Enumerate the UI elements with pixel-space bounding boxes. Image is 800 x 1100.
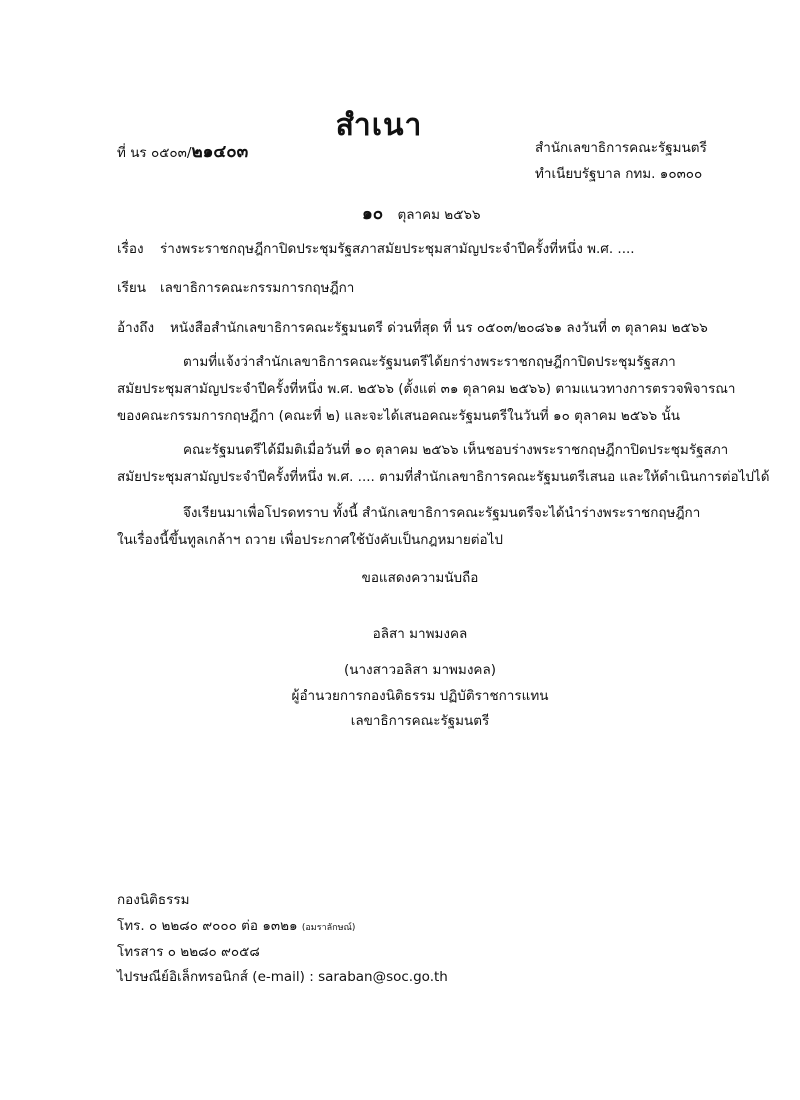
footer-email: ไปรษณีย์อิเล็กทรอนิกส์ (e-mail) : saraban@soc.go.th (117, 969, 448, 985)
paragraph-1-line-1: ตามที่แจ้งว่าสำนักเลขาธิการคณะรัฐมนตรีได้ยกร่างพระราชกฤษฎีกาปิดประชุมรัฐสภา (183, 354, 676, 370)
signature-name: อลิสา มาพมงคล (372, 626, 468, 642)
sender-address: ทำเนียบรัฐบาล กทม. ๑๐๓๐๐ (535, 166, 703, 182)
document-number-value: ๒๑๔๐๓ (191, 142, 249, 162)
document-date (362, 200, 481, 227)
document-number-label: ที่ นร ๐๕๐๓/ (117, 145, 192, 161)
date-day: ๑๐ (362, 204, 384, 224)
footer-phone-note: (อมราลักษณ์) (301, 923, 356, 933)
document-number (117, 138, 248, 165)
footer-phone-number: โทร. ๐ ๒๒๘๐ ๙๐๐๐ ต่อ ๑๓๒๑ (117, 918, 298, 934)
signer-position-2: เลขาธิการคณะรัฐมนตรี (350, 713, 490, 729)
paragraph-2-line-2: สมัยประชุมสามัญประจำปีครั้งที่หนึ่ง พ.ศ. .... ตามที่สำนักเลขาธิการคณะรัฐมนตรีเสนอ และให้ดำเนินการต่อไปได้ (117, 469, 770, 485)
recipient-label: เรียน (117, 280, 147, 296)
subject-text: ร่างพระราชกฤษฎีกาปิดประชุมรัฐสภาสมัยประชุมสามัญประจำปีครั้งที่หนึ่ง พ.ศ. .... (160, 241, 635, 257)
footer-phone (117, 914, 355, 936)
paragraph-1-line-2: สมัยประชุมสามัญประจำปีครั้งที่หนึ่ง พ.ศ. ๒๕๖๖ (ตั้งแต่ ๓๑ ตุลาคม ๒๕๖๖) ตามแนวทางการตรวจพิจารณา (117, 381, 736, 397)
paragraph-3-line-2: ในเรื่องนี้ขึ้นทูลเกล้าฯ ถวาย เพื่อประกาศใช้บังคับเป็นกฎหมายต่อไป (117, 532, 503, 548)
document-title: สำเนา (335, 108, 423, 143)
reference-text: หนังสือสำนักเลขาธิการคณะรัฐมนตรี ด่วนที่สุด ที่ นร ๐๕๐๓/๒๐๘๖๑ ลงวันที่ ๓ ตุลาคม ๒๕๖๖ (170, 320, 708, 336)
recipient-text: เลขาธิการคณะกรรมการกฤษฎีกา (160, 280, 355, 296)
footer-fax: โทรสาร ๐ ๒๒๘๐ ๙๐๕๘ (117, 944, 260, 960)
date-month-year: ตุลาคม ๒๕๖๖ (397, 207, 481, 223)
paragraph-1-line-3: ของคณะกรรมการกฤษฎีกา (คณะที่ ๒) และจะได้เสนอคณะรัฐมนตรีในวันที่ ๑๐ ตุลาคม ๒๕๖๖ นั้น (117, 408, 680, 424)
paragraph-2-line-1: คณะรัฐมนตรีได้มีมติเมื่อวันที่ ๑๐ ตุลาคม ๒๕๖๖ เห็นชอบร่างพระราชกฤษฎีกาปิดประชุมรัฐสภา (183, 442, 729, 458)
subject-label: เรื่อง (117, 241, 144, 257)
signer-full-name: (นางสาวอลิสา มาพมงคล) (343, 662, 496, 678)
footer-division: กองนิติธรรม (117, 892, 190, 908)
sender-office: สำนักเลขาธิการคณะรัฐมนตรี (535, 140, 707, 156)
closing-salutation: ขอแสดงความนับถือ (361, 570, 479, 586)
reference-label: อ้างถึง (117, 320, 155, 336)
paragraph-3-line-1: จึงเรียนมาเพื่อโปรดทราบ ทั้งนี้ สำนักเลขาธิการคณะรัฐมนตรีจะได้นำร่างพระราชกฤษฎีกา (183, 505, 701, 521)
signer-position: ผู้อำนวยการกองนิติธรรม ปฏิบัติราชการแทน (291, 688, 549, 704)
